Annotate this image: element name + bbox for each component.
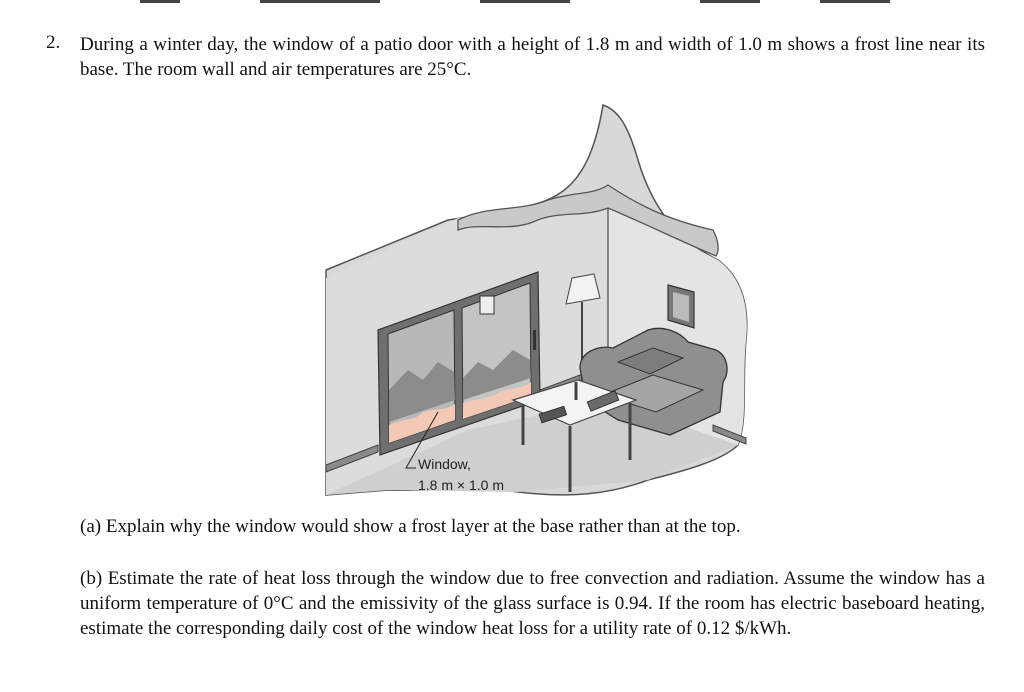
door-handle [533, 330, 536, 350]
cropped-previous-text [0, 0, 1024, 4]
patio-door-illustration [318, 100, 758, 505]
picture-inner [673, 292, 689, 322]
part-b: (b) Estimate the rate of heat loss through the window due to free convection and radiation. Assume the window has a uniform temperature of 0°C and the emissivity of the glass surface is 0.94. If the room has electric baseboard heating, estimate the corresponding daily cost of the window heat loss for a utility rate of 0.12 $/kWh. [80, 568, 985, 639]
problem-statement: During a winter day, the window of a patio door with a height of 1.8 m and width of 1.0 m shows a frost line near its base. The room wall and air temperatures are 25°C. [80, 34, 985, 80]
window-label-line1: Window, [418, 456, 471, 472]
room-drawing [318, 100, 758, 505]
window-label-line2: 1.8 m × 1.0 m [418, 477, 504, 493]
thermometer [480, 296, 494, 314]
problem-number: 2. [46, 32, 61, 53]
part-a: (a) Explain why the window would show a frost layer at the base rather than at the top. [80, 516, 741, 537]
